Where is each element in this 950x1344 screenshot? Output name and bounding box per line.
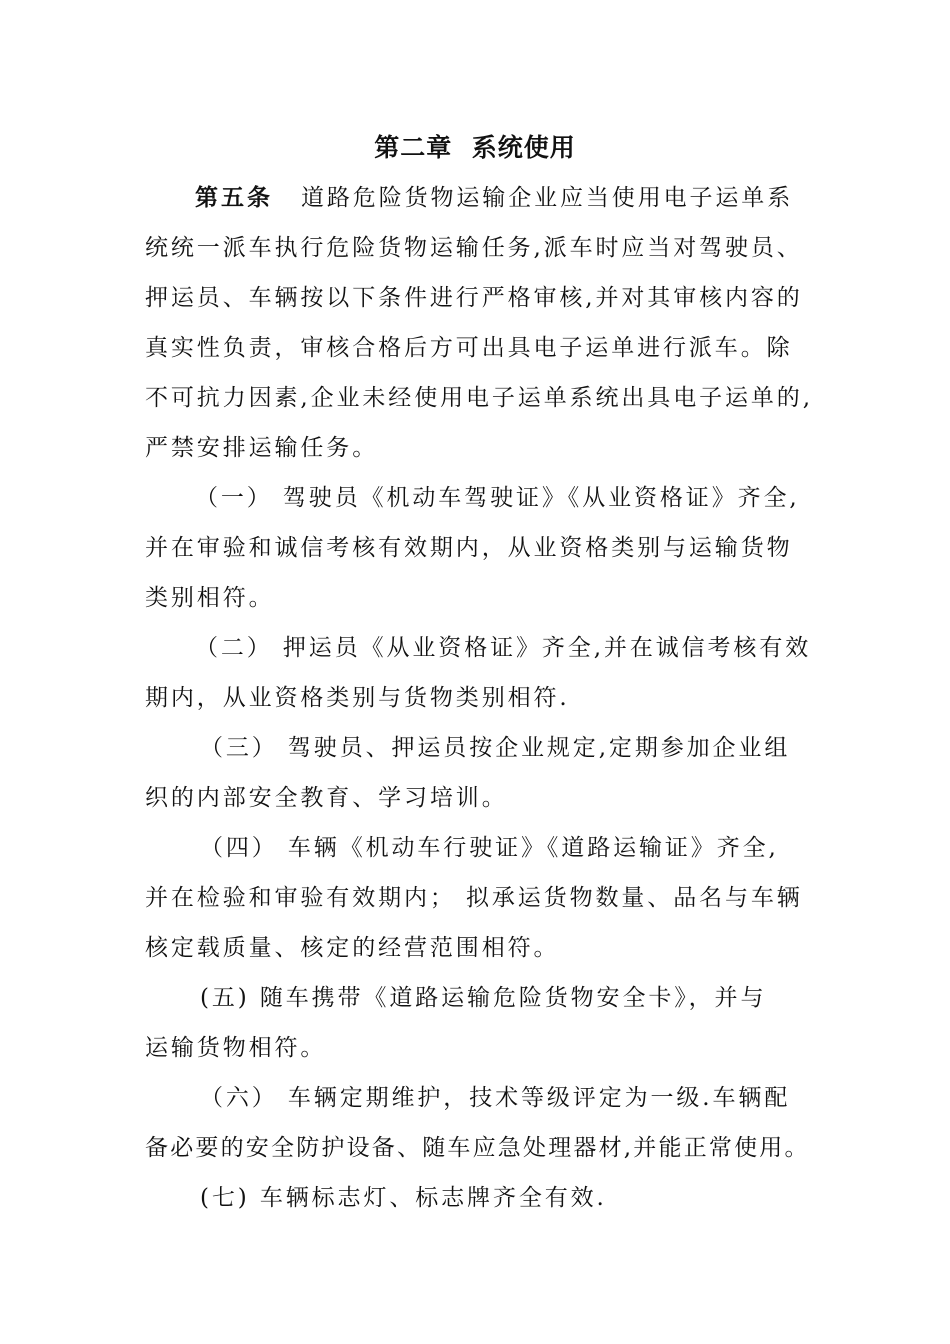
- item-5-line: (五) 随车携带《道路运输危险货物安全卡》，并与: [200, 985, 767, 1011]
- article-line: 押运员、车辆按以下条件进行严格审核,并对其审核内容的: [145, 285, 803, 311]
- article-line: 统统一派车执行危险货物运输任务,派车时应当对驾驶员、: [145, 235, 803, 261]
- item-4-line: 并在检验和审验有效期内； 拟承运货物数量、品名与车辆: [145, 885, 803, 911]
- item-1-line: 并在审验和诚信考核有效期内，从业资格类别与运输货物: [145, 535, 793, 561]
- article-first-line: [195, 180, 875, 216]
- article-line: 严禁安排运输任务。: [145, 435, 379, 461]
- item-6-line: （六） 车辆定期维护，技术等级评定为一级.车辆配: [200, 1085, 791, 1111]
- article-label: 第五条: [195, 185, 273, 211]
- article-text: 道路危险货物运输企业应当使用电子运单系: [301, 185, 794, 211]
- item-1-line: （一） 驾驶员《机动车驾驶证》《从业资格证》齐全,: [195, 485, 800, 511]
- item-4-line: （四） 车辆《机动车行驶证》《道路运输证》齐全,: [200, 835, 779, 861]
- article-line: 真实性负责，审核合格后方可出具电子运单进行派车。除: [145, 335, 793, 361]
- item-2-line: （二） 押运员《从业资格证》齐全,并在诚信考核有效: [195, 635, 812, 661]
- item-6-line: 备必要的安全防护设备、随车应急处理器材,并能正常使用。: [145, 1135, 810, 1161]
- item-1-line: 类别相符。: [145, 585, 275, 611]
- item-3-line: （三） 驾驶员、押运员按企业规定,定期参加企业组: [200, 735, 791, 761]
- chapter-title: 第二章 系统使用: [374, 133, 576, 162]
- item-5-line: 运输货物相符。: [145, 1035, 327, 1061]
- item-7-line: (七) 车辆标志灯、标志牌齐全有效.: [200, 1185, 607, 1211]
- article-line: 不可抗力因素,企业未经使用电子运单系统出具电子运单的,: [145, 385, 813, 411]
- item-3-line: 织的内部安全教育、学习培训。: [145, 785, 508, 811]
- item-4-line: 核定载质量、核定的经营范围相符。: [145, 935, 560, 961]
- item-2-line: 期内，从业资格类别与货物类别相符.: [145, 685, 570, 711]
